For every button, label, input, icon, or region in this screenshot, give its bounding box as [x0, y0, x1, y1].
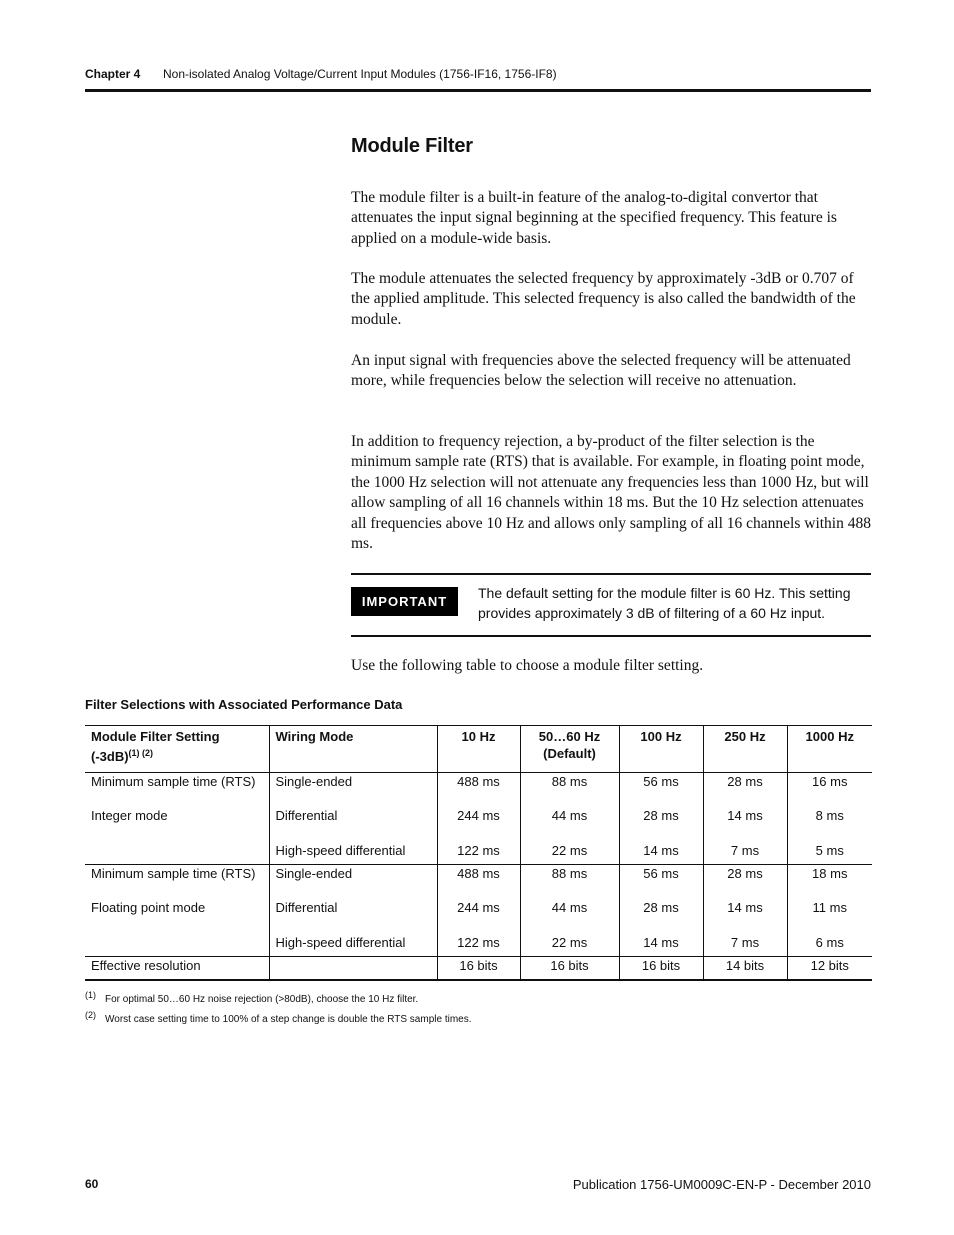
paragraph-2: The module attenuates the selected frequency by approximately -3dB or 0.707 of the applied amplitude. This selected frequency is also called the bandwidth of the module. — [351, 270, 856, 328]
integer-10hz-hsd: 122 ms — [457, 842, 500, 858]
floating-250hz-se: 28 ms — [727, 865, 763, 881]
header-module-filter-setting — [85, 726, 269, 773]
paragraph-1: The module filter is a built-in feature of the analog-to-digital convertor that attenuates the input signal beginning at the specified frequency. This feature is applied on a module-wide basis. — [351, 189, 837, 247]
header-50-60hz — [520, 726, 619, 773]
integer-wiring-cell — [269, 773, 437, 865]
floating-250hz-diff: 14 ms — [727, 900, 763, 916]
floating-50-60hz-cell — [520, 864, 619, 956]
header-setting-footnote-refs: (1) (2) — [128, 748, 154, 758]
floating-100hz-diff: 28 ms — [643, 900, 679, 916]
table-row-effective-resolution — [85, 956, 872, 980]
floating-10hz-hsd: 122 ms — [457, 934, 500, 950]
floating-1000hz-cell — [787, 864, 872, 956]
floating-wiring-high-speed: High-speed differential — [275, 934, 406, 950]
integer-mode-label-cell — [85, 773, 269, 865]
integer-1000hz-cell — [787, 773, 872, 865]
floating-wiring-single-ended: Single-ended — [275, 865, 353, 881]
header-10hz: 10 Hz — [437, 726, 520, 773]
integer-10hz-se: 488 ms — [457, 774, 500, 789]
resolution-label: Effective resolution — [91, 957, 201, 973]
integer-50-60hz-diff: 44 ms — [551, 808, 588, 824]
paragraph-3: An input signal with frequencies above the selected frequency will be attenuated more, while frequencies below the selection will receive no attenuation. — [351, 352, 851, 390]
floating-1000hz-hsd: 6 ms — [815, 934, 844, 950]
important-top-rule — [351, 573, 871, 575]
floating-1000hz-se: 18 ms — [812, 865, 848, 881]
integer-1000hz-se: 16 ms — [812, 774, 848, 789]
table-intro: Use the following table to choose a module filter setting. — [351, 657, 704, 674]
resolution-250hz: 14 bits — [725, 957, 765, 973]
integer-100hz-diff: 28 ms — [643, 808, 679, 824]
integer-10hz-diff: 244 ms — [457, 808, 500, 824]
resolution-100hz: 16 bits — [641, 957, 681, 973]
section-title: Module Filter — [351, 135, 473, 157]
floating-mode-label-cell — [85, 864, 269, 956]
floating-wiring-differential: Differential — [275, 900, 338, 916]
resolution-wiring — [276, 957, 431, 979]
table-header-row — [85, 726, 872, 773]
floating-wiring-cell — [269, 864, 437, 956]
chapter-title: Non-isolated Analog Voltage/Current Input Modules (1756-IF16, 1756-IF8) — [163, 67, 557, 81]
floating-10hz-cell — [437, 864, 520, 956]
integer-250hz-hsd: 7 ms — [730, 842, 760, 858]
header-divider — [85, 89, 871, 92]
table-caption: Filter Selections with Associated Performance Data — [85, 697, 403, 712]
integer-wiring-differential: Differential — [275, 808, 338, 824]
footnote-2-mark: (2) — [85, 1010, 96, 1020]
floating-50-60hz-diff: 44 ms — [551, 900, 588, 916]
resolution-10hz: 16 bits — [459, 957, 498, 973]
header-setting-line2: (-3dB) — [91, 749, 129, 764]
footnote-2-text: Worst case setting time to 100% of a step change is double the RTS sample times. — [105, 1014, 472, 1025]
chapter-label: Chapter 4 — [85, 67, 141, 81]
integer-10hz-cell — [437, 773, 520, 865]
footnote-1-mark: (1) — [85, 990, 96, 1000]
page-number: 60 — [85, 1177, 99, 1191]
integer-250hz-diff: 14 ms — [727, 808, 763, 824]
integer-wiring-high-speed: High-speed differential — [275, 842, 406, 858]
integer-100hz-cell — [619, 773, 703, 865]
important-badge: IMPORTANT — [351, 587, 458, 616]
integer-50-60hz-cell — [520, 773, 619, 865]
header-100hz: 100 Hz — [619, 726, 703, 773]
table-row-floating-point-mode — [85, 864, 872, 956]
publication-id: Publication 1756-UM0009C-EN-P - December 2010 — [572, 1177, 871, 1192]
floating-250hz-hsd: 7 ms — [730, 934, 760, 950]
floating-1000hz-diff: 11 ms — [812, 900, 847, 916]
floating-rts-label: Minimum sample time (RTS) — [91, 865, 256, 881]
footnote-1-text: For optimal 50…60 Hz noise rejection (>80dB), choose the 10 Hz filter. — [105, 994, 419, 1005]
floating-250hz-cell — [703, 864, 787, 956]
paragraph-4: In addition to frequency rejection, a by-product of the filter selection is the minimum sample rate (RTS) that is available. For example, in floating point mode, the 1000 Hz selection will not attenuate any frequencies less than 1000 Hz, but will allow sampling of all 16 channels within 18 ms. But the 10 Hz selection attenuates all frequencies above 10 Hz and allows only sampling of all 16 channels within 488 ms. — [351, 433, 871, 553]
floating-50-60hz-se: 88 ms — [551, 865, 588, 881]
floating-50-60hz-hsd: 22 ms — [551, 934, 588, 950]
integer-250hz-cell — [703, 773, 787, 865]
integer-rts-label: Minimum sample time (RTS) — [91, 774, 256, 789]
table-row-integer-mode — [85, 773, 872, 865]
integer-100hz-se: 56 ms — [643, 774, 679, 789]
integer-50-60hz-hsd: 22 ms — [551, 842, 588, 858]
header-setting-line1: Module Filter Setting — [91, 729, 220, 744]
integer-250hz-se: 28 ms — [727, 774, 763, 789]
floating-mode-label: Floating point mode — [91, 900, 206, 916]
integer-100hz-hsd: 14 ms — [643, 842, 679, 858]
floating-100hz-hsd: 14 ms — [643, 934, 679, 950]
integer-1000hz-diff: 8 ms — [815, 808, 844, 824]
header-50-60hz-default: (Default) — [543, 746, 596, 761]
floating-100hz-cell — [619, 864, 703, 956]
floating-10hz-se: 488 ms — [457, 865, 500, 881]
floating-100hz-se: 56 ms — [643, 865, 679, 881]
integer-mode-label: Integer mode — [91, 808, 168, 824]
header-250hz: 250 Hz — [703, 726, 787, 773]
header-1000hz: 1000 Hz — [787, 726, 872, 773]
integer-50-60hz-se: 88 ms — [551, 774, 588, 789]
resolution-50-60hz: 16 bits — [550, 957, 589, 973]
resolution-1000hz: 12 bits — [810, 957, 849, 973]
header-50-60hz-label: 50…60 Hz — [538, 729, 601, 744]
integer-1000hz-hsd: 5 ms — [815, 842, 844, 858]
filter-selection-table — [85, 725, 872, 981]
header-wiring-mode: Wiring Mode — [269, 726, 437, 773]
floating-10hz-diff: 244 ms — [457, 900, 500, 916]
important-bottom-rule — [351, 635, 871, 637]
integer-wiring-single-ended: Single-ended — [275, 774, 353, 789]
important-text: The default setting for the module filter is 60 Hz. This setting provides approximately 3 dB of filtering of a 60 Hz input. — [478, 585, 851, 621]
